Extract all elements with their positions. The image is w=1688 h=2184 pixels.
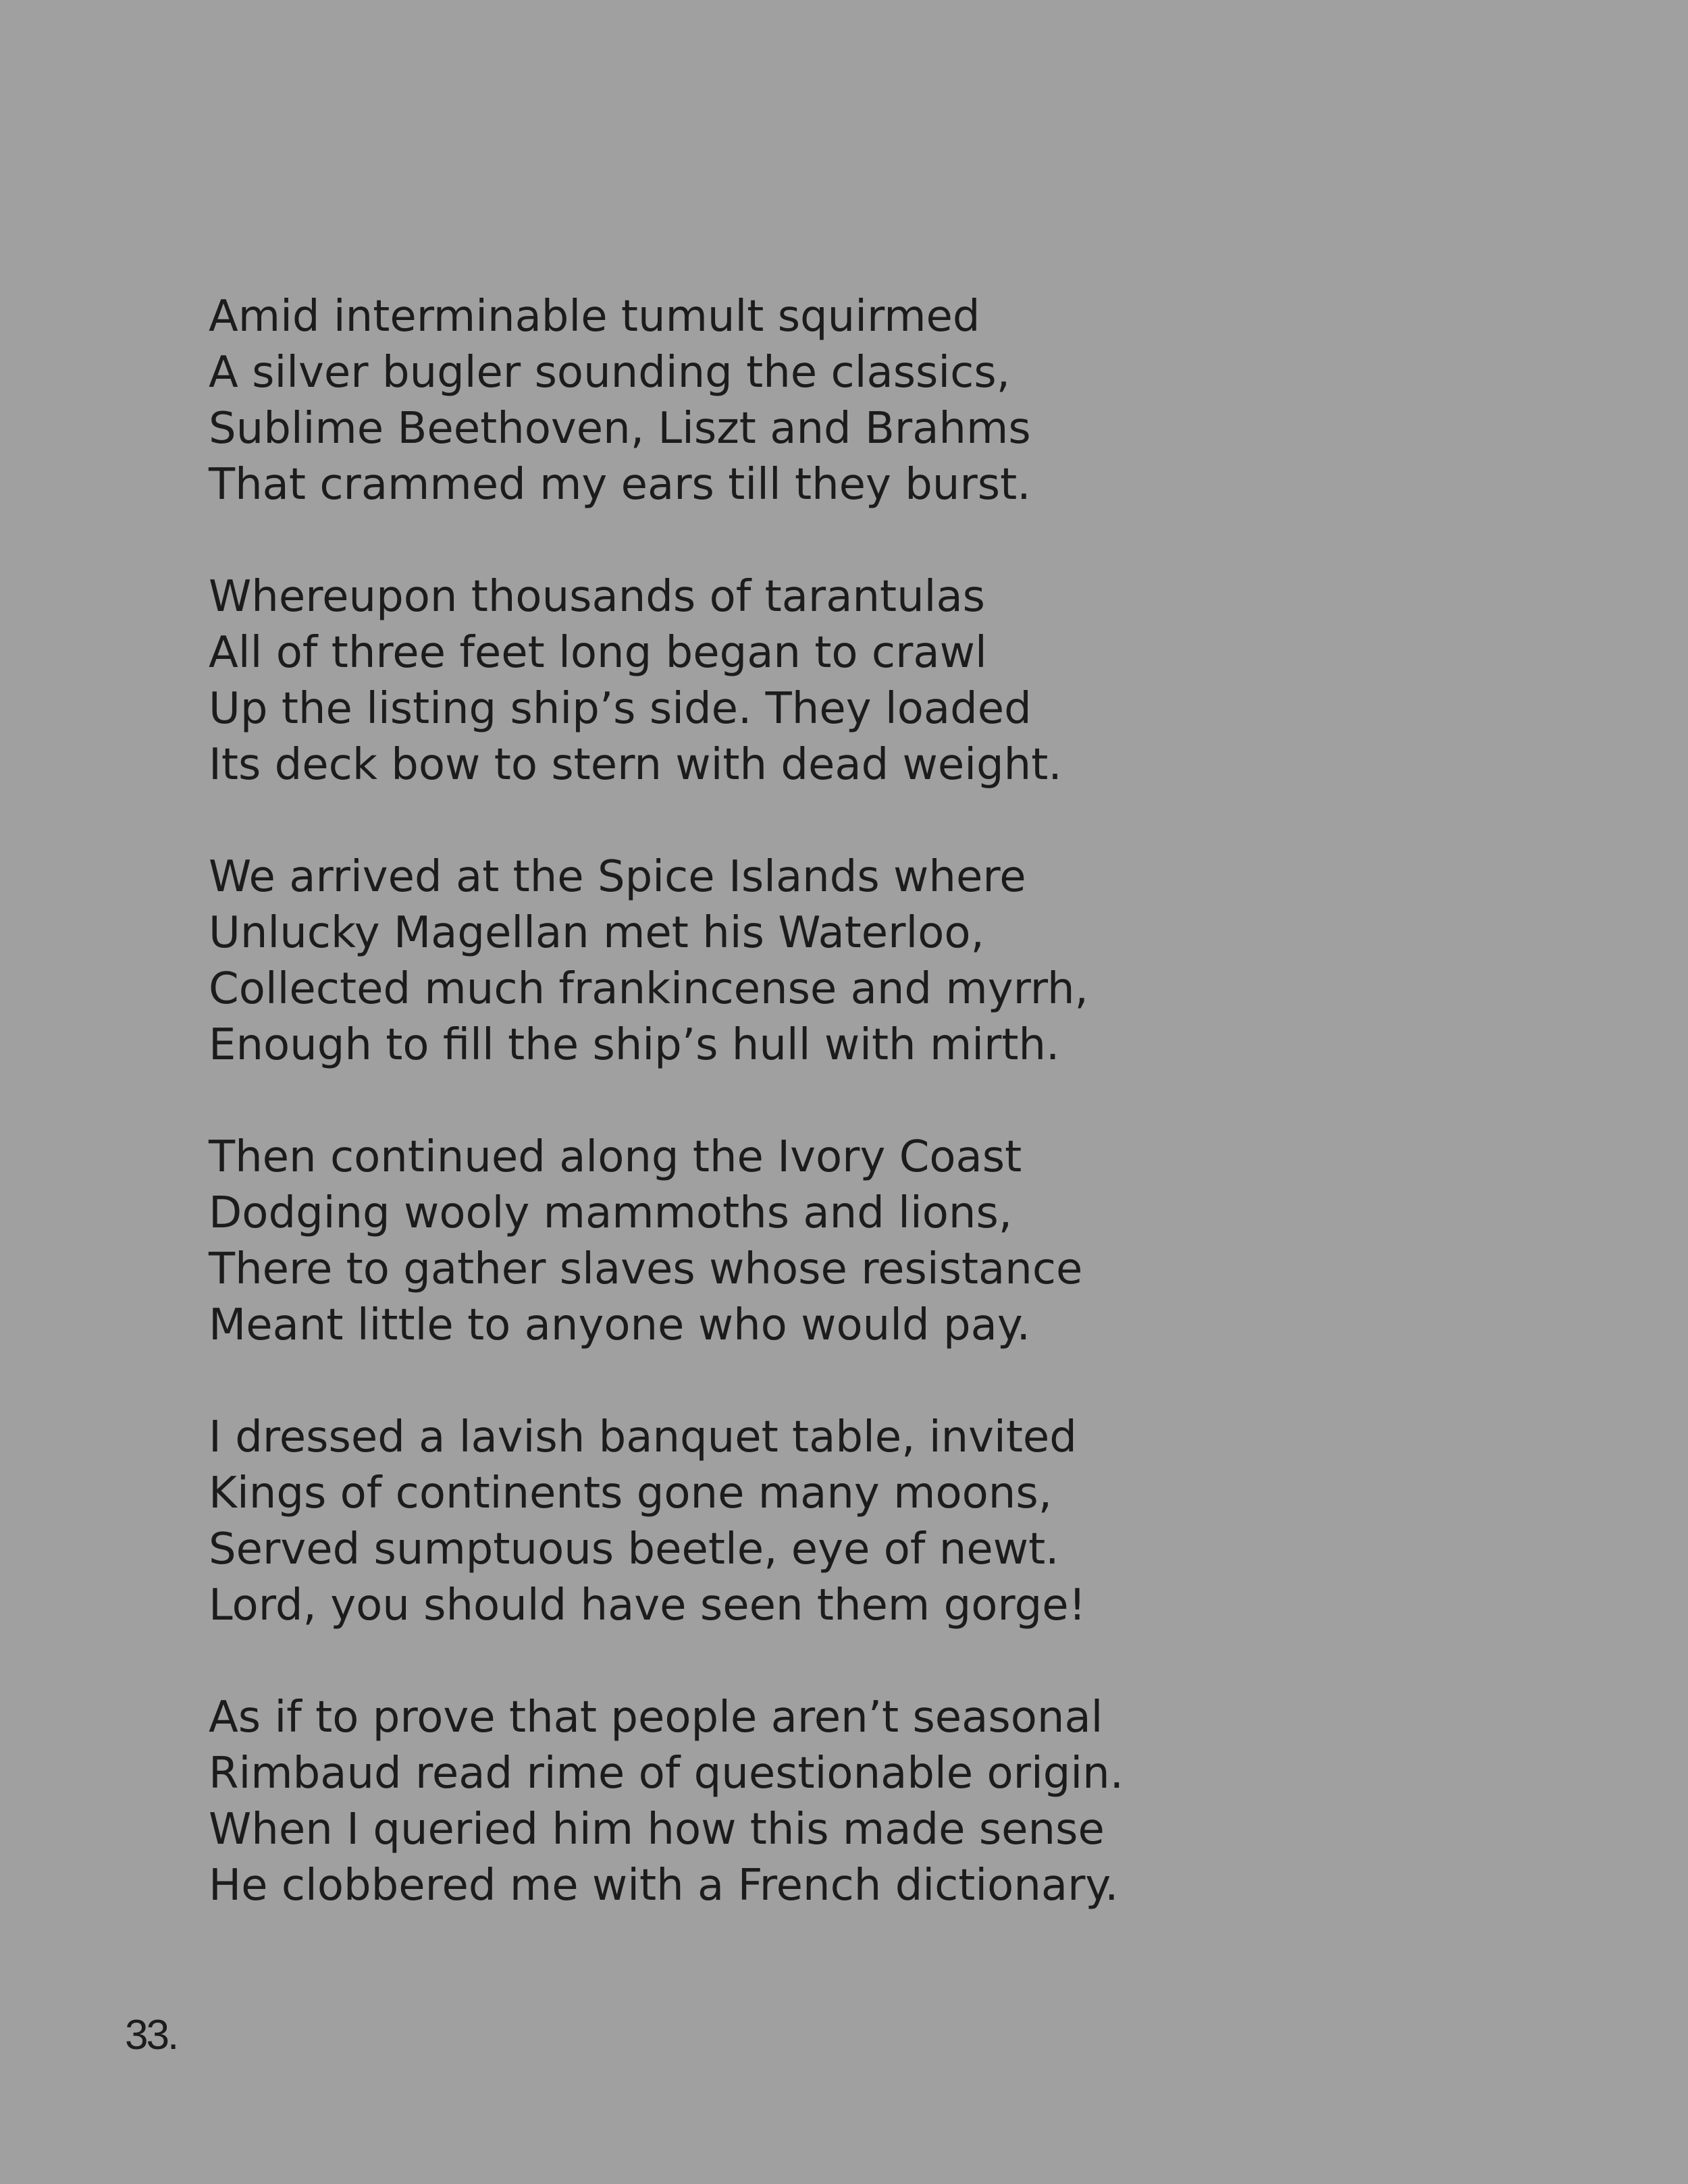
poem-line: Dodging wooly mammoths and lions, (209, 1188, 1013, 1238)
poem-line: Amid interminable tumult squirmed (209, 292, 980, 342)
poem-line: Up the listing ship’s side. They loaded (209, 684, 1032, 734)
poem-line: Enough to fill the ship’s hull with mirth. (209, 1020, 1060, 1070)
poem-line: There to gather slaves whose resistance (209, 1244, 1083, 1294)
poem-line: A silver bugler sounding the classics, (209, 348, 1011, 398)
poem-line: Kings of continents gone many moons, (209, 1468, 1053, 1518)
stanza (209, 1410, 1559, 1634)
poem-line: That crammed my ears till they burst. (209, 460, 1031, 510)
poem-line: All of three feet long began to crawl (209, 628, 987, 678)
poem-line: Served sumptuous beetle, eye of newt. (209, 1524, 1059, 1574)
poem-line: As if to prove that people aren’t seasonal (209, 1693, 1103, 1742)
poem-line: Rimbaud read rime of questionable origin. (209, 1749, 1124, 1799)
stanza (209, 1690, 1559, 1914)
poem-line: When I queried him how this made sense (209, 1805, 1105, 1855)
stanza (209, 569, 1559, 793)
poem-line: Lord, you should have seen them gorge! (209, 1580, 1086, 1630)
poem-line: We arrived at the Spice Islands where (209, 852, 1026, 902)
poem-line: I dressed a lavish banquet table, invited (209, 1412, 1077, 1462)
stanza (209, 1129, 1559, 1354)
poem-line: He clobbered me with a French dictionary. (209, 1861, 1119, 1911)
poem-body (209, 289, 1559, 1970)
stanza (209, 849, 1559, 1073)
poem-line: Its deck bow to stern with dead weight. (209, 740, 1062, 790)
stanza (209, 289, 1559, 513)
poem-line: Unlucky Magellan met his Waterloo, (209, 908, 984, 958)
poem-line: Meant little to anyone who would pay. (209, 1300, 1030, 1350)
poem-line: Then continued along the Ivory Coast (209, 1132, 1022, 1182)
poem-line: Sublime Beethoven, Liszt and Brahms (209, 404, 1031, 454)
page-number: 33. (125, 2012, 178, 2058)
poem-line: Whereupon thousands of tarantulas (209, 572, 985, 622)
poem-line: Collected much frankincense and myrrh, (209, 964, 1088, 1014)
